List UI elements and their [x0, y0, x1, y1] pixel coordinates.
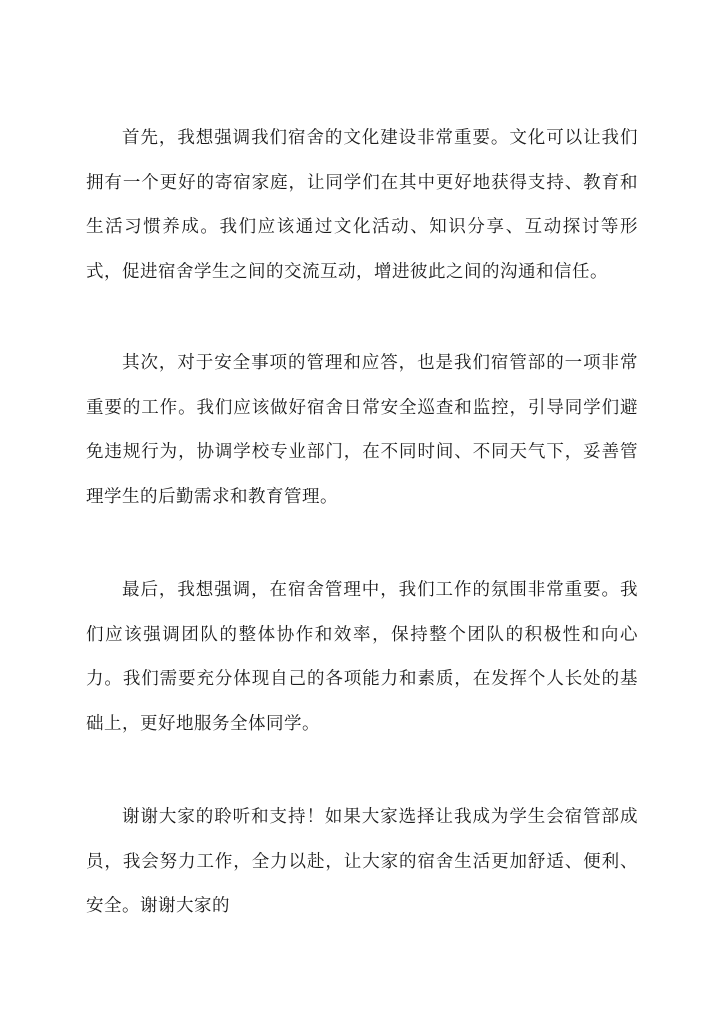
paragraph-thanks: 谢谢大家的聆听和支持！如果大家选择让我成为学生会宿管部成员，我会努力工作，全力以赴，让大家的宿舍生活更加舒适、便利、安全。谢谢大家的: [86, 807, 638, 916]
paragraph-culture: 首先，我想强调我们宿舍的文化建设非常重要。文化可以让我们拥有一个更好的寄宿家庭，让同学们在其中更好地获得支持、教育和生活习惯养成。我们应该通过文化活动、知识分享、互动探讨等形式，促进宿舍学生之间的交流互动，增进彼此之间的沟通和信任。: [86, 128, 638, 282]
paragraph-teamwork: 最后，我想强调，在宿舍管理中，我们工作的氛围非常重要。我们应该强调团队的整体协作和效率，保持整个团队的积极性和向心力。我们需要充分体现自己的各项能力和素质，在发挥个人长处的基础上，更好地服务全体同学。: [86, 580, 638, 734]
paragraph-safety: 其次，对于安全事项的管理和应答，也是我们宿管部的一项非常重要的工作。我们应该做好宿舍日常安全巡查和监控，引导同学们避免违规行为，协调学校专业部门，在不同时间、不同天气下，妥善管理学生的后勤需求和教育管理。: [86, 353, 638, 507]
